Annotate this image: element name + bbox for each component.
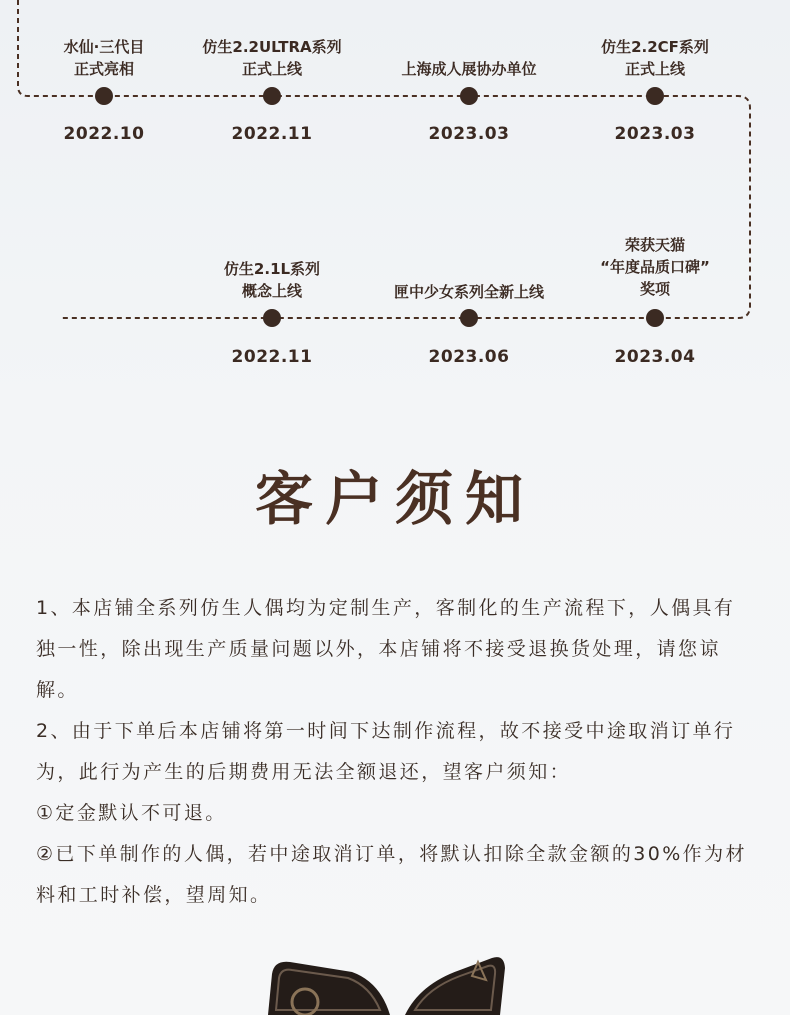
notice-paragraph: ②已下单制作的人偶，若中途取消订单，将默认扣除全款金额的30%作为材料和工时补偿，望周知。 <box>36 843 747 906</box>
timeline-dot <box>95 87 113 105</box>
notice-paragraph: ①定金默认不可退。 <box>36 802 227 824</box>
milestone-label: 上海成人展协办单位 <box>401 60 537 78</box>
milestone-date: 2022.10 <box>63 124 145 144</box>
milestone-date: 2023.06 <box>428 347 510 367</box>
notice-paragraph: 1、本店铺全系列仿生人偶均为定制生产，客制化的生产流程下，人偶具有独一性，除出现生产质量问题以外，本店铺将不接受退换货处理，请您谅解。 <box>36 597 736 701</box>
notice-title: 客户须知 <box>254 465 535 533</box>
timeline-dot <box>460 309 478 327</box>
milestone-label: 水仙·三代目 正式亮相 <box>63 38 145 78</box>
milestone-label: 仿生2.2CF系列 正式上线 <box>601 38 709 78</box>
timeline-dot <box>646 309 664 327</box>
milestone-label: 仿生2.2ULTRA系列 正式上线 <box>202 38 342 78</box>
milestone-date: 2022.11 <box>231 124 313 144</box>
timeline-dot <box>460 87 478 105</box>
timeline <box>0 0 790 400</box>
timeline-dot <box>646 87 664 105</box>
notice-paragraph: 2、由于下单后本店铺将第一时间下达制作流程，故不接受中途取消订单行为，此行为产生的后期费用无法全额退还，望客户须知： <box>36 720 736 783</box>
milestone-date: 2023.03 <box>428 124 510 144</box>
timeline-dot <box>263 87 281 105</box>
milestone-date: 2023.04 <box>614 347 696 367</box>
milestone-date: 2023.03 <box>614 124 696 144</box>
decorative-emblem <box>0 940 790 1015</box>
milestone-label: 荣获天猫 “年度品质口碑” 奖项 <box>600 236 710 298</box>
milestone-label: 仿生2.1L系列 概念上线 <box>223 260 321 300</box>
notice-body <box>36 588 754 916</box>
milestone-date: 2022.11 <box>231 347 313 367</box>
milestone-label: 匣中少女系列全新上线 <box>393 283 545 301</box>
timeline-dot <box>263 309 281 327</box>
